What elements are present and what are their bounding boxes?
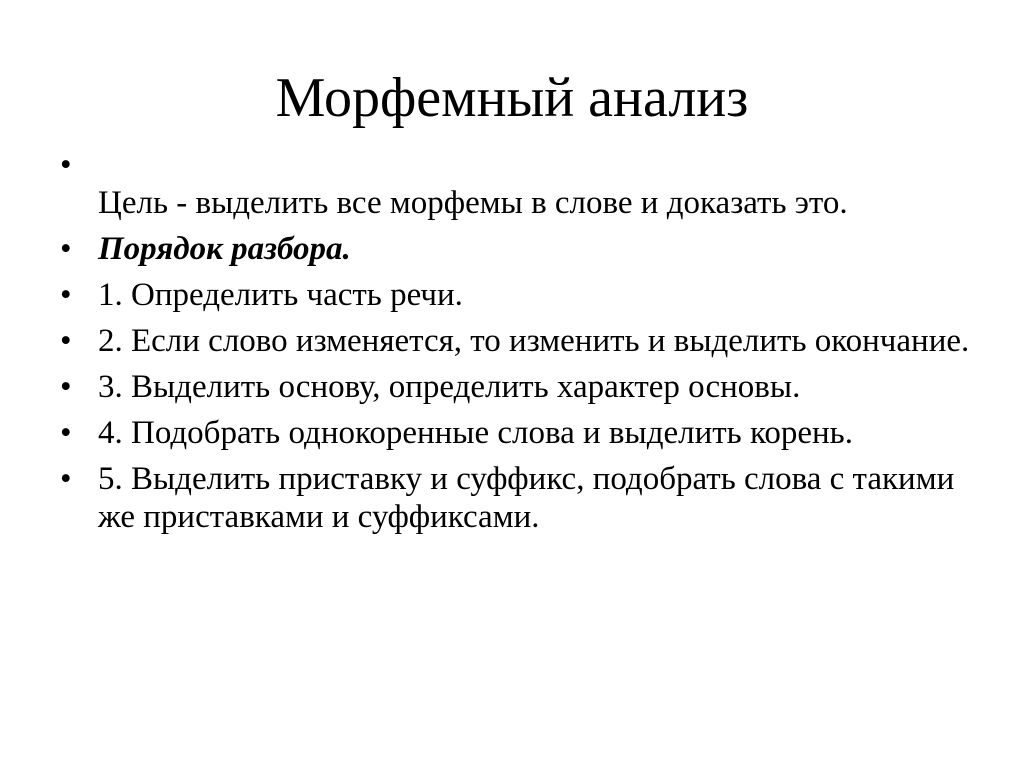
list-item (60, 230, 970, 268)
bullet-marker: • (60, 147, 72, 183)
list-item (60, 414, 970, 452)
list-item-text: 4. Подобрать однокоренные слова и выделить корень. (98, 415, 853, 451)
list-item (60, 322, 970, 360)
list-item (60, 368, 970, 406)
list-item-text: 2. Если слово изменяется, то изменить и выделить окончание. (98, 323, 970, 359)
list-item-text: Цель - выделить все морфемы в слове и доказать это. (98, 185, 848, 221)
list-item-text: 5. Выделить приставку и суффикс, подобрать слова с такими же приставками и суффиксами. (98, 461, 955, 535)
bullet-list (60, 146, 970, 544)
bullet-marker: • (60, 461, 72, 497)
bullet-marker: • (60, 277, 72, 313)
list-item-text: Порядок разбора. (98, 231, 351, 267)
list-item-text: 1. Определить часть речи. (98, 277, 463, 313)
slide-title: Морфемный анализ (275, 67, 749, 129)
bullet-marker: • (60, 415, 72, 451)
bullet-marker: • (60, 369, 72, 405)
list-item (60, 146, 970, 222)
list-item-text: 3. Выделить основу, определить характер основы. (98, 369, 801, 405)
bullet-marker: • (60, 231, 72, 267)
list-item (60, 276, 970, 314)
bullet-marker: • (60, 323, 72, 359)
list-item (60, 460, 970, 536)
